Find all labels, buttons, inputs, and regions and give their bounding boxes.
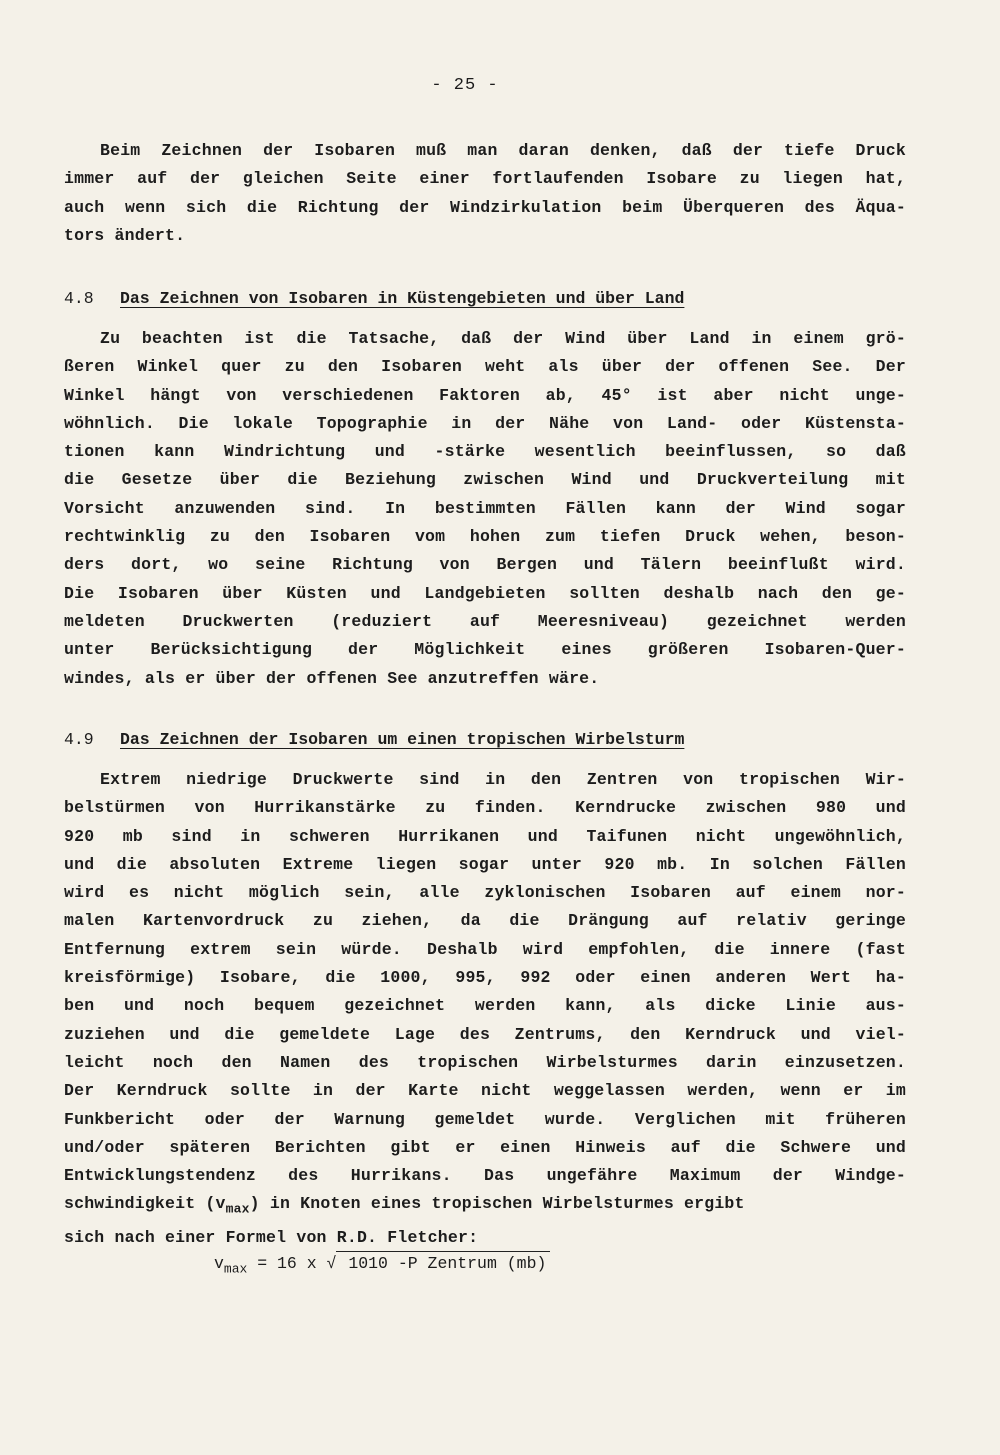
- text-line: belstürmen von Hurrikanstärke zu finden. Kerndrucke zwischen 980 und: [64, 798, 906, 818]
- text-line: meldeten Druckwerten (reduziert auf Meeresniveau) gezeichnet werden: [64, 611, 906, 631]
- text-line: zuziehen und die gemeldete Lage des Zentrums, den Kerndruck und viel-: [64, 1024, 906, 1044]
- text-line: sich nach einer Formel von R.D. Fletcher:: [64, 1228, 479, 1248]
- text-line: windes, als er über der offenen See anzutreffen wäre.: [64, 668, 600, 688]
- text-line: Winkel hängt von verschiedenen Faktoren ab, 45° ist aber nicht unge-: [64, 385, 906, 405]
- text-line: die Gesetze über die Beziehung zwischen Wind und Druckverteilung mit: [64, 470, 906, 490]
- text-line: unter Berücksichtigung der Möglichkeit eines größeren Isobaren-Quer-: [64, 640, 906, 660]
- text-line: und die absoluten Extreme liegen sogar unter 920 mb. In solchen Fällen: [64, 854, 906, 874]
- text-fragment: ) in Knoten eines tropischen Wirbelsturmes ergibt: [249, 1194, 745, 1214]
- text-line: Die Isobaren über Küsten und Landgebieten sollten deshalb nach den ge-: [64, 583, 906, 603]
- formula-radicand: 1010 -P Zentrum (mb): [336, 1251, 550, 1273]
- section-title: Das Zeichnen von Isobaren in Küstengebieten und über Land: [120, 289, 685, 308]
- text-line: auch wenn sich die Richtung der Windzirkulation beim Überqueren des Äqua-: [64, 197, 906, 217]
- text-fragment: schwindigkeit (v: [64, 1194, 226, 1214]
- section-title: Das Zeichnen der Isobaren um einen tropischen Wirbelsturm: [120, 730, 685, 749]
- text-line: Entfernung extrem sein würde. Deshalb wird empfohlen, die innere (fast: [64, 939, 906, 959]
- text-line: und/oder späteren Berichten gibt er einen Hinweis auf die Schwere und: [64, 1137, 906, 1157]
- text-line: Der Kerndruck sollte in der Karte nicht weggelassen werden, wenn er im: [64, 1081, 906, 1101]
- text-line: wöhnlich. Die lokale Topographie in der Nähe von Land- oder Küstensta-: [64, 413, 906, 433]
- root-sign: √: [326, 1254, 337, 1273]
- text-line: ders dort, wo seine Richtung von Bergen und Tälern beeinflußt wird.: [64, 555, 906, 575]
- page-number: - 25 -: [431, 76, 499, 95]
- subscript: max: [225, 1201, 250, 1217]
- fletcher-formula: [214, 1254, 550, 1276]
- text-line: kreisförmige) Isobare, die 1000, 995, 992 oder einen anderen Wert ha-: [64, 968, 906, 988]
- text-line: Beim Zeichnen der Isobaren muß man daran denken, daß der tiefe Druck: [100, 141, 906, 160]
- section-4-9-heading: [64, 730, 684, 749]
- text-line: leicht noch den Namen des tropischen Wirbelsturmes darin einzusetzen.: [64, 1052, 906, 1072]
- text-line: rechtwinklig zu den Isobaren vom hohen zum tiefen Druck wehen, beson-: [64, 527, 906, 547]
- text-line: ben und noch bequem gezeichnet werden kann, als dicke Linie aus-: [64, 996, 906, 1016]
- formula-variable: v: [214, 1254, 224, 1273]
- text-line: Vorsicht anzuwenden sind. In bestimmten Fällen kann der Wind sogar: [64, 498, 906, 518]
- text-line-vmax: [64, 1190, 906, 1224]
- text-line: Zu beachten ist die Tatsache, daß der Wind über Land in einem grö-: [100, 329, 906, 348]
- intro-paragraph: [64, 137, 906, 250]
- text-line: tionen kann Windrichtung und -stärke wesentlich beeinflussen, so daß: [64, 442, 906, 462]
- section-4-8-paragraph: [64, 325, 906, 693]
- section-4-8-heading: [64, 289, 684, 308]
- section-number: 4.8: [64, 289, 94, 308]
- text-line: tors ändert.: [64, 225, 186, 245]
- text-line: malen Kartenvordruck zu ziehen, da die Drängung auf relativ geringe: [64, 911, 906, 931]
- text-line: Entwicklungstendenz des Hurrikans. Das ungefähre Maximum der Windge-: [64, 1166, 906, 1186]
- section-4-9-paragraph: [64, 766, 906, 1252]
- text-line: 920 mb sind in schweren Hurrikanen und Taifunen nicht ungewöhnlich,: [64, 826, 906, 846]
- formula-equals: = 16 x: [247, 1254, 327, 1273]
- section-number: 4.9: [64, 730, 94, 749]
- text-line: Funkbericht oder der Warnung gemeldet wurde. Verglichen mit früheren: [64, 1109, 906, 1129]
- text-line: ßeren Winkel quer zu den Isobaren weht als über der offenen See. Der: [64, 357, 906, 377]
- text-line: immer auf der gleichen Seite einer fortlaufenden Isobare zu liegen hat,: [64, 169, 906, 189]
- formula-subscript: max: [223, 1261, 248, 1277]
- text-line: Extrem niedrige Druckwerte sind in den Zentren von tropischen Wir-: [100, 770, 906, 789]
- text-line: wird es nicht möglich sein, alle zyklonischen Isobaren auf einem nor-: [64, 883, 906, 903]
